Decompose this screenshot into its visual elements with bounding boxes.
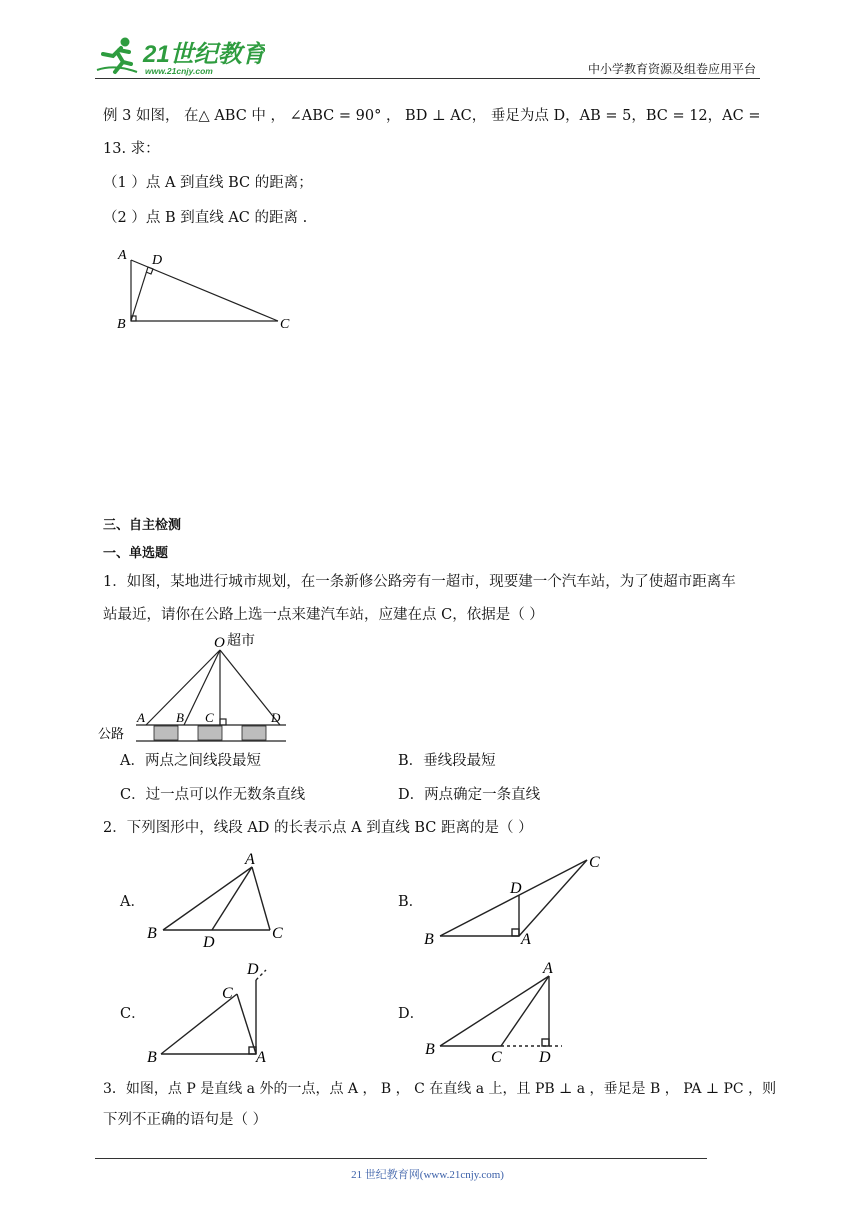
question2-figure-C [145,958,295,1068]
question3-line2: 下列不正确的语句是（ ） [103,1112,268,1128]
question1-option-A[interactable]: A．两点之间线段最短 [120,753,261,769]
label-C: C [491,1049,502,1066]
section-subtitle: 一、单选题 [103,546,169,561]
example3-question1: （1 ）点 A 到直线 BC 的距离； [103,175,313,191]
footer-divider [95,1158,707,1159]
question3-line1: 3．如图，点 P 是直线 a 外的一点，点 A ， B ， C 在直线 a 上，且 PB ⊥ a ，垂足是 B ， PA ⊥ PC ，则 [103,1081,777,1097]
label-supermarket: 超市 [227,633,255,649]
question1-line2: 站最近，请你在公路上选一点来建汽车站，应建在点 C，依据是（ ） [103,607,544,623]
question1-option-C[interactable]: C．过一点可以作无数条直线 [120,787,306,803]
label-B: B [147,1049,157,1066]
question1-line1: 1．如图，某地进行城市规划，在一条新修公路旁有一超市，现要建一个汽车站，为了使超市距离车 [103,574,736,590]
question1-road-figure [96,630,296,745]
label-B: B [117,317,126,332]
label-B: B [176,710,184,725]
label-A: A [521,931,531,948]
header-divider [95,78,760,79]
logo-url: www.21cnjy.com [145,66,213,76]
label-A: A [245,851,255,868]
question1-option-B[interactable]: B．垂线段最短 [398,753,496,769]
label-A: A [137,710,145,725]
label-C: C [589,854,600,871]
question1-option-D[interactable]: D．两点确定一条直线 [398,787,541,803]
question2-figure-D [422,958,582,1068]
header-platform-text: 中小学教育资源及组卷应用平台 [587,62,756,76]
label-D: D [510,880,522,897]
label-O: O [214,635,225,651]
logo-text: 21世纪教育 [143,41,265,68]
label-D: D [203,934,215,950]
question2-option-B-label[interactable]: B． [398,894,424,910]
question2-figure-B [422,850,612,950]
footer-text[interactable]: 21 世纪教育网(www.21cnjy.com) [351,1169,504,1181]
label-D: D [271,710,281,725]
label-D: D [247,961,259,978]
example3-question2: （2 ）点 B 到直线 AC 的距离 . [103,210,308,226]
label-C: C [205,710,214,725]
section-title: 三、自主检测 [103,518,182,533]
label-A: A [543,960,553,977]
label-C: C [272,925,283,942]
label-D: D [539,1049,551,1066]
label-A: A [118,248,127,263]
label-C: C [222,985,233,1002]
question2-figure-A [145,850,295,950]
label-B: B [424,931,434,948]
question2-option-C-label[interactable]: C． [120,1006,146,1022]
header-logo [95,34,265,78]
label-A: A [256,1049,266,1066]
label-C: C [280,317,290,332]
label-D: D [152,253,163,268]
label-road: 公路 [98,727,125,742]
logo-runner-icon [95,34,265,78]
label-B: B [147,925,157,942]
example3-triangle-figure [110,242,310,337]
question2-line1: 2．下列图形中，线段 AD 的长表示点 A 到直线 BC 距离的是（ ） [103,820,533,836]
label-B: B [425,1041,435,1058]
example3-line1: 例 3 如图， 在△ ABC 中 ， ∠ABC = 90° ， BD ⊥ AC， 垂足为点 D，AB = 5，BC = 12，AC = [103,108,761,124]
question2-option-A-label[interactable]: A． [120,894,145,910]
example3-line2: 13. 求： [103,141,160,157]
question2-option-D-label[interactable]: D． [398,1006,425,1022]
